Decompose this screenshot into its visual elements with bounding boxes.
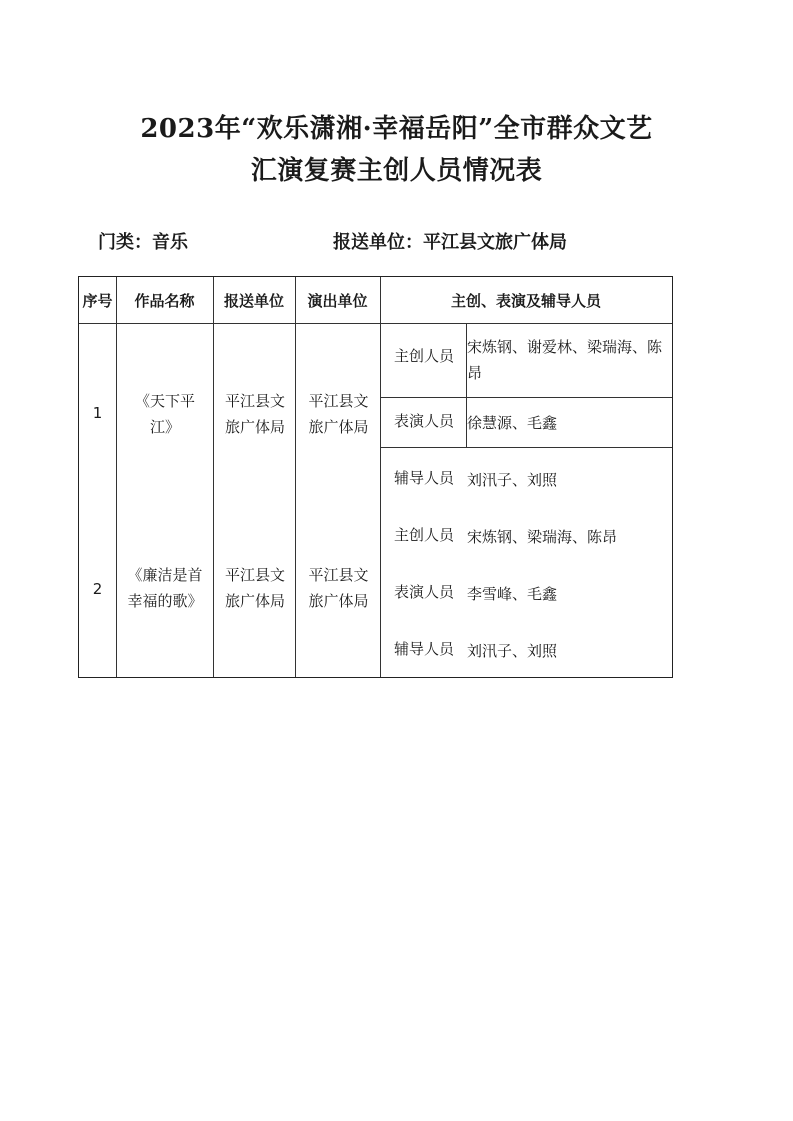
row-1-tutor-names: 刘汛子、刘照: [467, 471, 558, 489]
row-2-number: 2: [92, 579, 103, 598]
row-2-creator-label: 主创人员: [393, 526, 454, 544]
row-divider: [380, 397, 672, 398]
row-1-reporting-unit: 平江县文旅广体局: [224, 391, 285, 436]
personnel-table: [78, 276, 673, 678]
row-2-performer-names: 李雪峰、毛鑫: [467, 585, 558, 603]
header-reporting-unit: 报送单位: [223, 291, 284, 310]
column-divider: [295, 277, 296, 677]
header-number: 序号: [82, 291, 113, 310]
row-1-number: 1: [92, 403, 103, 422]
header-work-name: 作品名称: [134, 291, 195, 310]
row-1-work-name: 《天下平江》: [134, 391, 195, 436]
row-1-performing-unit: 平江县文旅广体局: [308, 391, 369, 436]
header-divider: [79, 323, 672, 324]
row-1-tutor-label: 辅导人员: [393, 469, 454, 487]
header-personnel: 主创、表演及辅导人员: [450, 291, 601, 310]
document-title-line-2: 汇演复赛主创人员情况表: [250, 156, 543, 186]
row-2-creator-names: 宋炼钢、梁瑞海、陈昂: [467, 528, 618, 546]
row-2-performing-unit: 平江县文旅广体局: [308, 565, 369, 610]
row-1-creator-names: 宋炼钢、谢爱林、梁瑞海、陈昂: [467, 338, 663, 383]
document-title-line-1: 2023年“欢乐潇湘·幸福岳阳”全市群众文艺: [140, 114, 653, 144]
row-1-performer-names: 徐慧源、毛鑫: [467, 414, 558, 432]
header-performing-unit: 演出单位: [307, 291, 368, 310]
column-divider: [213, 277, 214, 677]
category-label: 门类：音乐: [98, 232, 188, 253]
row-2-work-name: 《廉洁是首幸福的歌》: [127, 565, 203, 610]
row-divider: [380, 447, 672, 448]
row-2-tutor-label: 辅导人员: [393, 640, 454, 658]
row-2-tutor-names: 刘汛子、刘照: [467, 642, 558, 660]
reporting-unit-label: 报送单位：平江县文旅广体局: [333, 232, 567, 253]
row-1-performer-label: 表演人员: [393, 412, 454, 430]
row-1-creator-label: 主创人员: [393, 347, 454, 365]
column-divider: [116, 277, 117, 677]
row-2-performer-label: 表演人员: [393, 583, 454, 601]
row-2-reporting-unit: 平江县文旅广体局: [224, 565, 285, 610]
